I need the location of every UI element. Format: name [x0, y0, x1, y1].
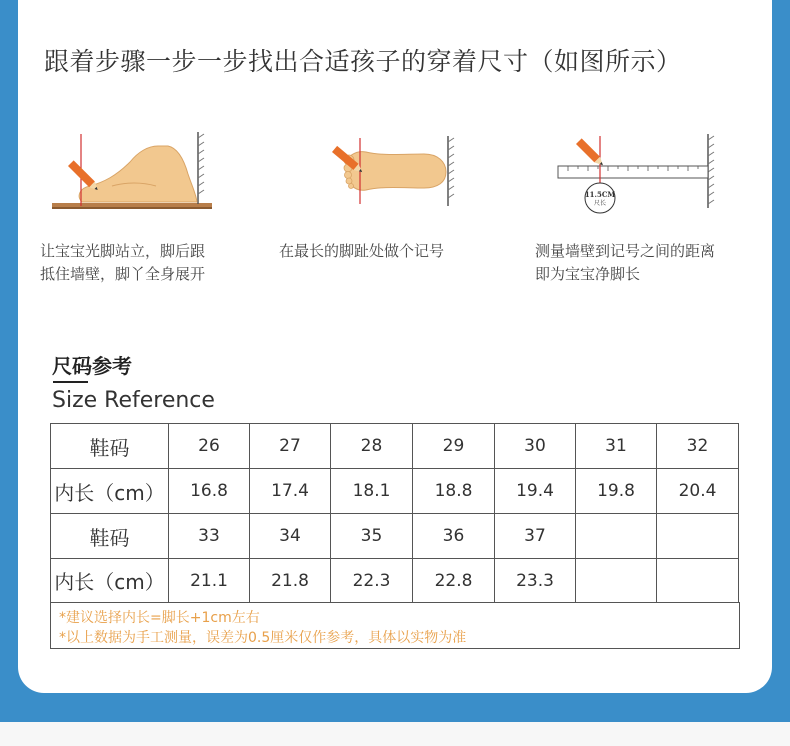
step-3-ruler-measure-illustration	[554, 132, 720, 216]
table-cell: 28	[331, 424, 413, 469]
row-label: 内长（cm）	[51, 469, 169, 514]
table-cell: 26	[169, 424, 250, 469]
table-cell: 34	[250, 514, 331, 559]
table-cell: 33	[169, 514, 250, 559]
table-cell	[657, 559, 739, 603]
step-1-foot-standing-illustration	[52, 130, 222, 212]
step-3-instruction	[535, 240, 715, 286]
content-card	[18, 0, 772, 693]
table-cell: 21.8	[250, 559, 331, 603]
table-cell: 32	[657, 424, 739, 469]
page-headline: 跟着步骤一步一步找出合适孩子的穿着尺寸（如图所示）	[44, 47, 682, 76]
step-3-line-2: 即为宝宝净脚长	[535, 265, 641, 283]
table-cell: 27	[250, 424, 331, 469]
step-2-line-1: 在最长的脚趾处做个记号	[279, 242, 445, 260]
table-cell: 18.8	[413, 469, 495, 514]
table-cell	[576, 514, 657, 559]
table-cell: 21.1	[169, 559, 250, 603]
table-row	[51, 424, 739, 469]
table-row	[51, 514, 739, 559]
size-reference-title: 尺码参考	[52, 354, 132, 378]
table-row	[51, 559, 739, 603]
step-3-line-1: 测量墙壁到记号之间的距离	[535, 242, 716, 260]
size-notes	[50, 602, 740, 649]
table-cell: 22.8	[413, 559, 495, 603]
step-1-line-1: 让宝宝光脚站立，脚后跟	[40, 242, 206, 260]
table-cell: 36	[413, 514, 495, 559]
table-cell: 30	[495, 424, 576, 469]
step-2-instruction	[279, 240, 444, 263]
table-cell: 22.3	[331, 559, 413, 603]
table-cell: 23.3	[495, 559, 576, 603]
row-label: 内长（cm）	[51, 559, 169, 603]
note-line: *建议选择内长=脚长+1cm左右	[59, 610, 260, 626]
bottom-strip	[0, 722, 790, 746]
table-cell: 17.4	[250, 469, 331, 514]
size-table	[50, 423, 739, 603]
table-cell: 35	[331, 514, 413, 559]
title-underline	[53, 381, 88, 383]
step-1-line-2: 抵住墙壁，脚丫全身展开	[40, 265, 206, 283]
table-cell: 31	[576, 424, 657, 469]
size-reference-subtitle: Size Reference	[52, 388, 215, 413]
table-cell: 16.8	[169, 469, 250, 514]
table-cell: 20.4	[657, 469, 739, 514]
table-cell: 37	[495, 514, 576, 559]
step-2-foot-top-view-illustration	[312, 134, 462, 210]
table-cell: 19.4	[495, 469, 576, 514]
table-cell	[576, 559, 657, 603]
ruler-label-measure: 11.5CM	[584, 190, 616, 199]
ruler-label-unit: 尺长	[593, 200, 607, 207]
row-label: 鞋码	[51, 424, 169, 469]
table-cell	[657, 514, 739, 559]
step-1-instruction	[40, 240, 205, 286]
table-cell: 19.8	[576, 469, 657, 514]
table-cell: 29	[413, 424, 495, 469]
table-cell: 18.1	[331, 469, 413, 514]
row-label: 鞋码	[51, 514, 169, 559]
table-row	[51, 469, 739, 514]
note-line: *以上数据为手工测量，误差为0.5厘米仅作参考，具体以实物为准	[59, 630, 467, 646]
